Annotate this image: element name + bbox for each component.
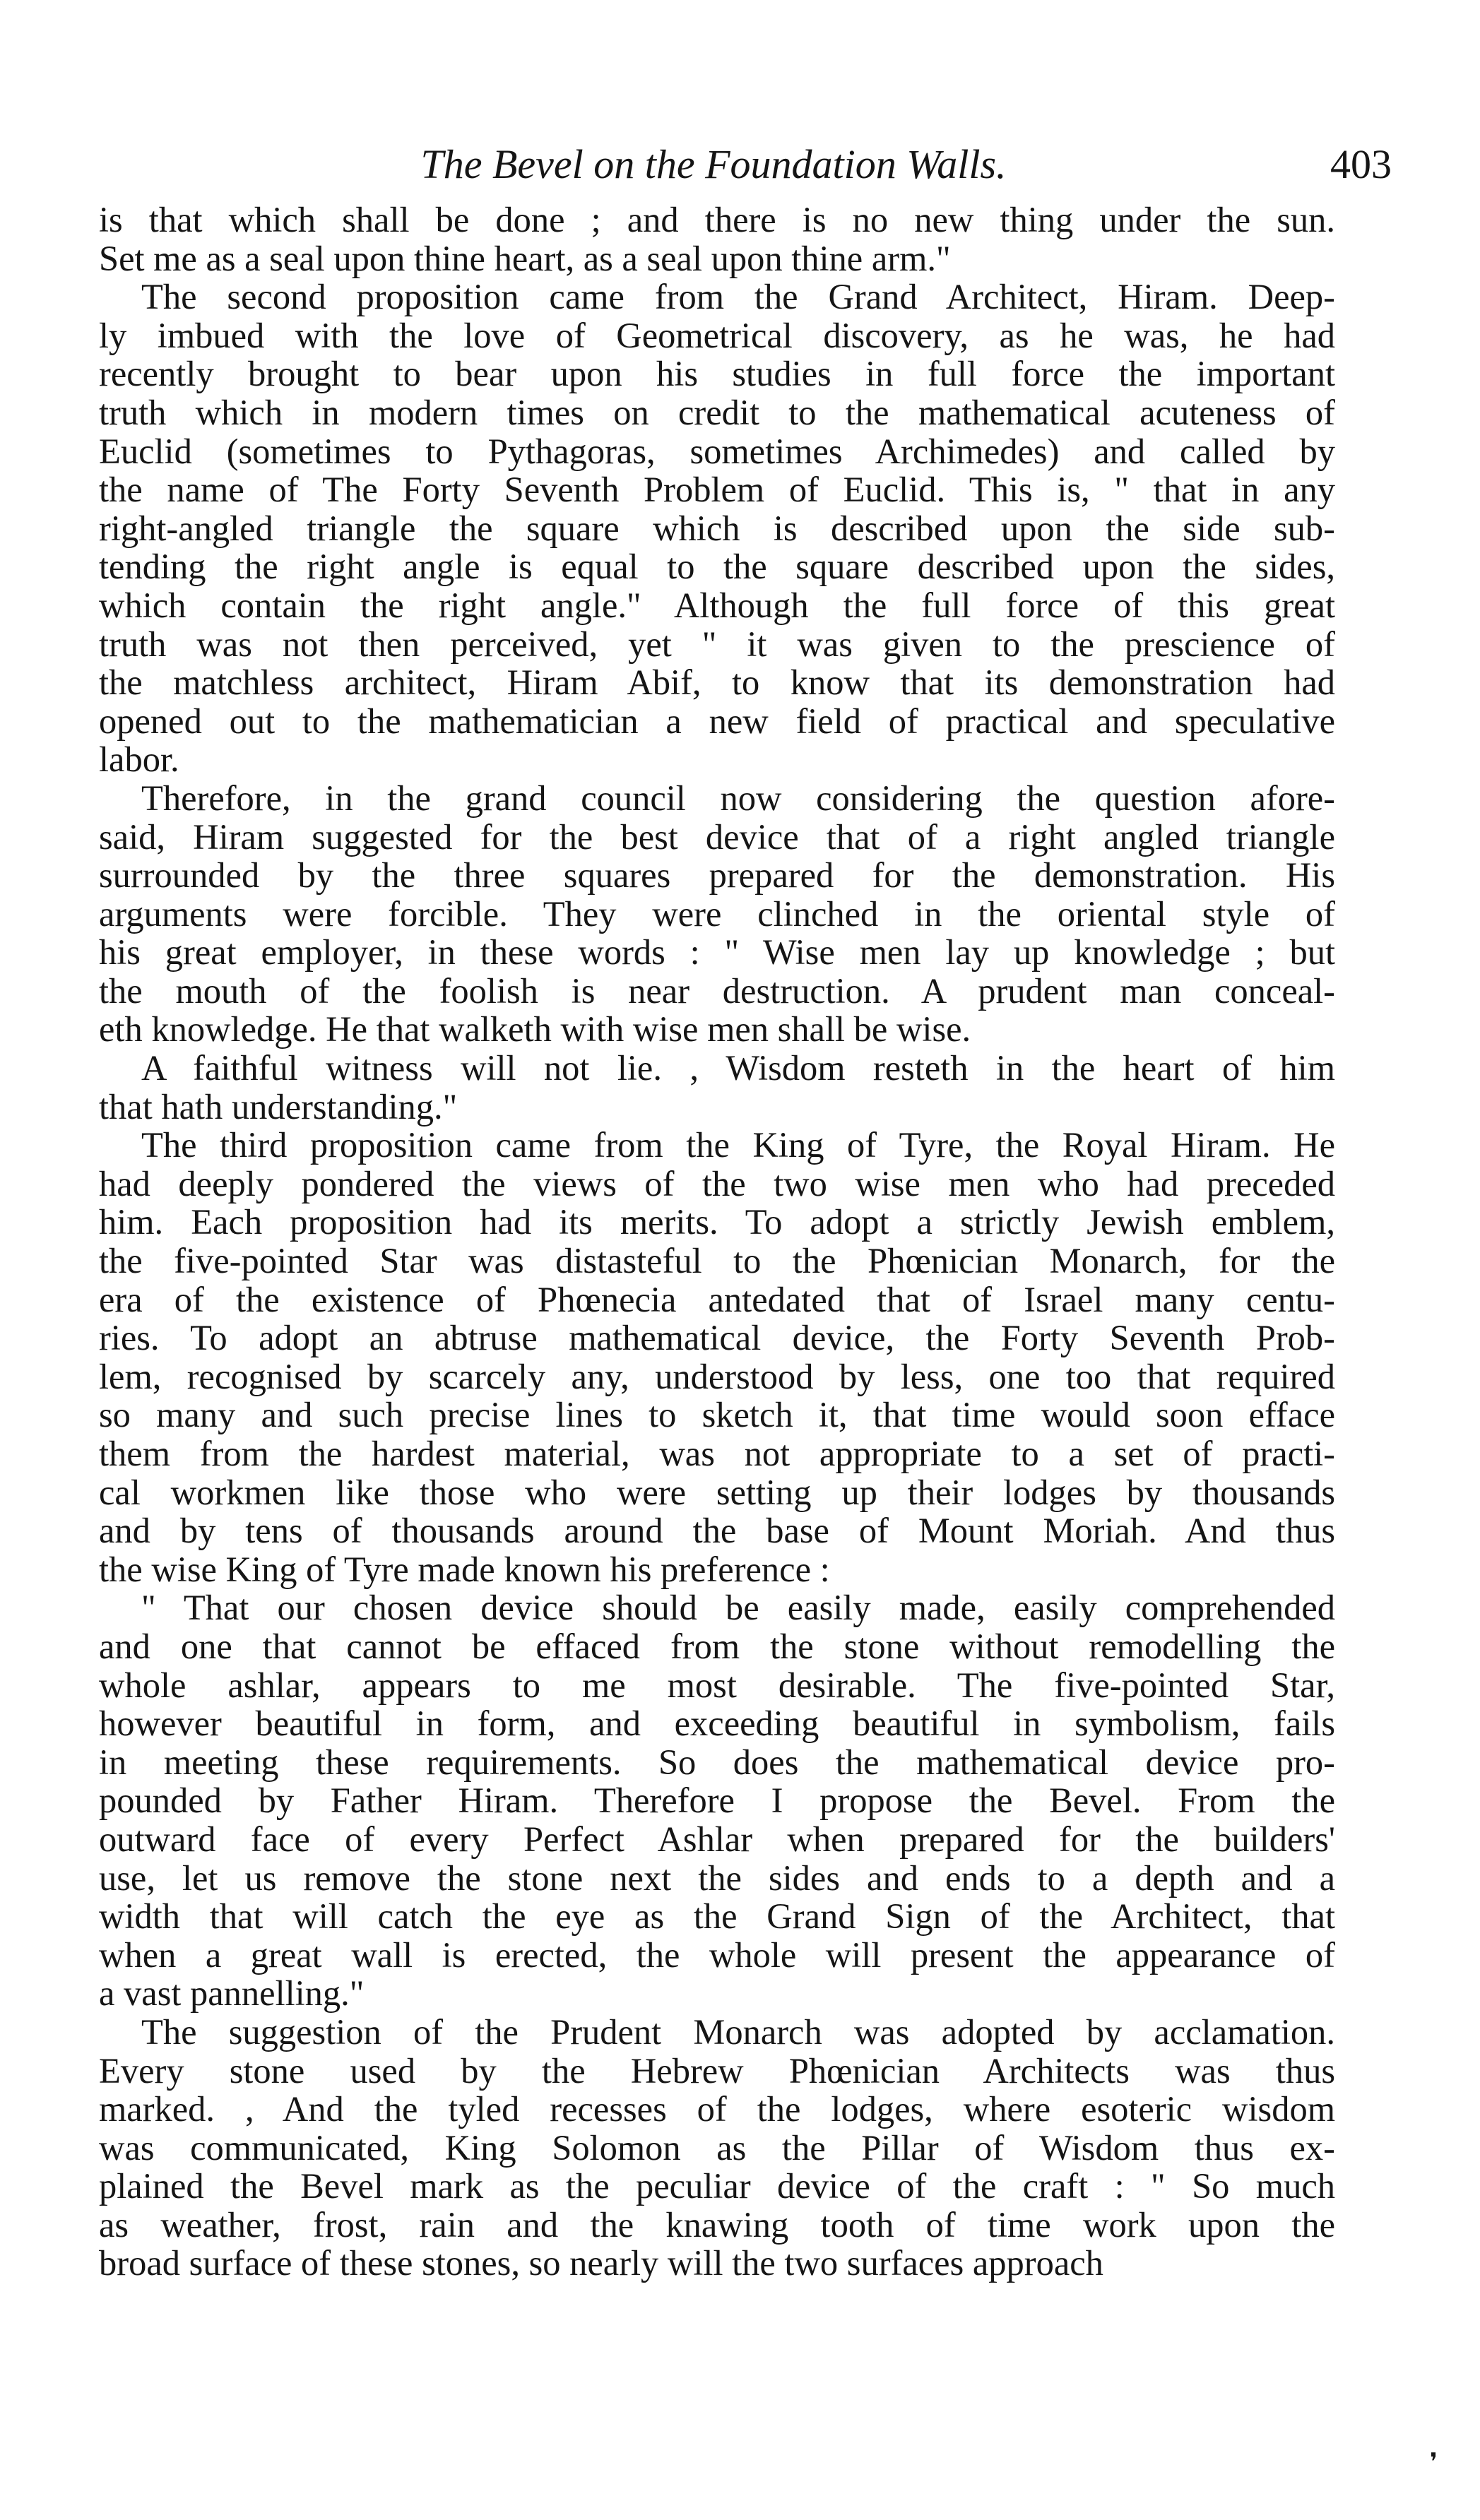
text-line: however beautiful in form, and exceeding beautiful in symbolism, fails (99, 1704, 1335, 1744)
text-line: Therefore, in the grand council now considering the question afore- (141, 778, 1335, 818)
text-line: surrounded by the three squares prepared for the demonstration. His (99, 855, 1335, 896)
page-header (99, 133, 1420, 196)
page-number: 403 (1330, 141, 1392, 187)
text-line: A faithful witness will not lie. , Wisdom resteth in the heart of him (141, 1048, 1335, 1088)
text-line: right-angled triangle the square which is described upon the side sub- (99, 508, 1335, 548)
text-line: plained the Bevel mark as the peculiar device of the craft : " So much (99, 2166, 1335, 2206)
text-line: ly imbued with the love of Geometrical discovery, as he was, he had (99, 315, 1335, 355)
text-line: so many and such precise lines to sketch it, that time would soon efface (99, 1395, 1335, 1435)
text-line: eth knowledge. He that walketh with wise men shall be wise. (99, 1009, 971, 1050)
text-line: them from the hardest material, was not appropriate to a set of practi- (99, 1434, 1335, 1473)
text-line: the five-pointed Star was distasteful to the Phœnician Monarch, for the (99, 1241, 1335, 1281)
text-line: marked. , And the tyled recesses of the lodges, where esoteric wisdom (99, 2089, 1335, 2129)
text-line: Set me as a seal upon thine heart, as a seal upon thine arm." (99, 238, 951, 278)
text-line: outward face of every Perfect Ashlar when prepared for the builders' (99, 1819, 1335, 1859)
text-line: labor. (99, 739, 179, 780)
text-line: tending the right angle is equal to the square described upon the sides, (99, 547, 1335, 587)
text-line: use, let us remove the stone next the sides and ends to a depth and a (99, 1858, 1335, 1898)
text-line: lem, recognised by scarcely any, understood by less, one too that required (99, 1356, 1335, 1396)
text-line: him. Each proposition had its merits. To adopt a strictly Jewish emblem, (99, 1202, 1335, 1242)
text-line: that hath understanding." (99, 1086, 458, 1127)
text-line: era of the existence of Phœnecia antedated that of Israel many centu- (99, 1279, 1335, 1319)
text-line: whole ashlar, appears to me most desirable. The five-pointed Star, (99, 1665, 1335, 1705)
text-line: the mouth of the foolish is near destruction. A prudent man conceal- (99, 970, 1335, 1011)
text-line: the name of The Forty Seventh Problem of Euclid. This is, " that in any (99, 470, 1335, 510)
text-line: his great employer, in these words : " Wise men lay up knowledge ; but (99, 932, 1335, 973)
text-line: is that which shall be done ; and there is no new thing under the sun. (99, 200, 1335, 239)
text-line: Euclid (sometimes to Pythagoras, sometimes Archimedes) and called by (99, 431, 1335, 471)
text-line: a vast pannelling." (99, 1973, 365, 2014)
paragraph (99, 1126, 1335, 1588)
text-line: in meeting these requirements. So does the mathematical device pro- (99, 1742, 1335, 1782)
text-line: pounded by Father Hiram. Therefore I propose the Bevel. From the (99, 1781, 1335, 1821)
text-line: Every stone used by the Hebrew Phœnician Architects was thus (99, 2050, 1335, 2091)
text-line: The suggestion of the Prudent Monarch was adopted by acclamation. (141, 2011, 1335, 2052)
text-line: had deeply pondered the views of the two wise men who had preceded (99, 1163, 1335, 1203)
text-line: was communicated, King Solomon as the Pillar of Wisdom thus ex- (99, 2127, 1335, 2168)
text-line: truth which in modern times on credit to the mathematical acuteness of (99, 392, 1335, 432)
text-line: the wise King of Tyre made known his preference : (99, 1549, 830, 1589)
text-line: broad surface of these stones, so nearly will the two surfaces approach (99, 2243, 1103, 2283)
text-line: The third proposition came from the King of Tyre, the Royal Hiram. He (141, 1125, 1335, 1165)
paragraph (99, 1588, 1335, 2013)
running-title: The Bevel on the Foundation Walls. (420, 141, 1007, 187)
text-line: and one that cannot be effaced from the stone without remodelling the (99, 1626, 1335, 1666)
text-line: and by tens of thousands around the base of Mount Moriah. And thus (99, 1511, 1335, 1551)
paragraph (99, 278, 1335, 779)
text-line: recently brought to bear upon his studies in full force the important (99, 354, 1335, 394)
text-line: cal workmen like those who were setting up their lodges by thousands (99, 1472, 1335, 1512)
text-line: when a great wall is erected, the whole will present the appearance of (99, 1934, 1335, 1975)
text-line: ries. To adopt an abtruse mathematical device, the Forty Seventh Prob- (99, 1318, 1335, 1358)
text-line: opened out to the mathematician a new field of practical and speculative (99, 701, 1335, 741)
text-line: the matchless architect, Hiram Abif, to know that its demonstration had (99, 662, 1335, 703)
paragraph (99, 779, 1335, 1049)
paragraph (99, 2013, 1335, 2283)
text-line: The second proposition came from the Grand Architect, Hiram. Deep- (141, 277, 1335, 317)
paragraph (99, 201, 1335, 278)
text-line: truth was not then perceived, yet " it was given to the prescience of (99, 624, 1335, 664)
page-mark: ❜ (1430, 2449, 1438, 2476)
text-line: which contain the right angle." Although the full force of this great (99, 585, 1335, 625)
text-line: said, Hiram suggested for the best device that of a right angled triangle (99, 816, 1335, 857)
text-line: width that will catch the eye as the Grand Sign of the Architect, that (99, 1896, 1335, 1937)
text-line: " That our chosen device should be easily made, easily comprehended (141, 1588, 1335, 1628)
text-line: as weather, frost, rain and the knawing tooth of time work upon the (99, 2204, 1335, 2245)
body-text (99, 201, 1335, 2283)
text-line: arguments were forcible. They were clinched in the oriental style of (99, 893, 1335, 934)
paragraph (99, 1049, 1335, 1126)
